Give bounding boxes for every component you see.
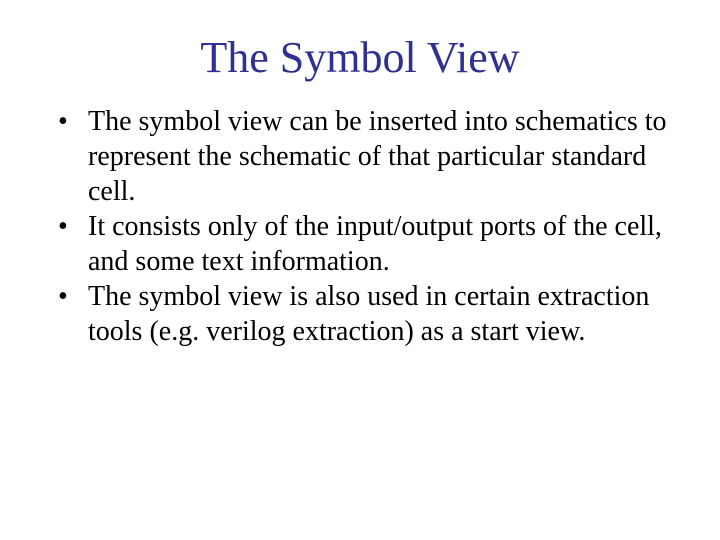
bullet-item xyxy=(58,279,678,349)
slide-title: The Symbol View xyxy=(200,33,520,82)
bullet-list xyxy=(58,104,678,349)
bullet-text: The symbol view is also used in certain extraction tools (e.g. verilog extraction) as a start view. xyxy=(88,281,650,347)
bullet-icon: • xyxy=(58,106,68,137)
bullet-icon: • xyxy=(58,281,68,312)
bullet-text: The symbol view can be inserted into schematics to represent the schematic of that particular standard cell. xyxy=(88,106,667,207)
bullet-item xyxy=(58,104,678,209)
bullet-item xyxy=(58,209,678,279)
bullet-text: It consists only of the input/output ports of the cell, and some text information. xyxy=(88,211,662,277)
bullet-icon: • xyxy=(58,211,68,242)
